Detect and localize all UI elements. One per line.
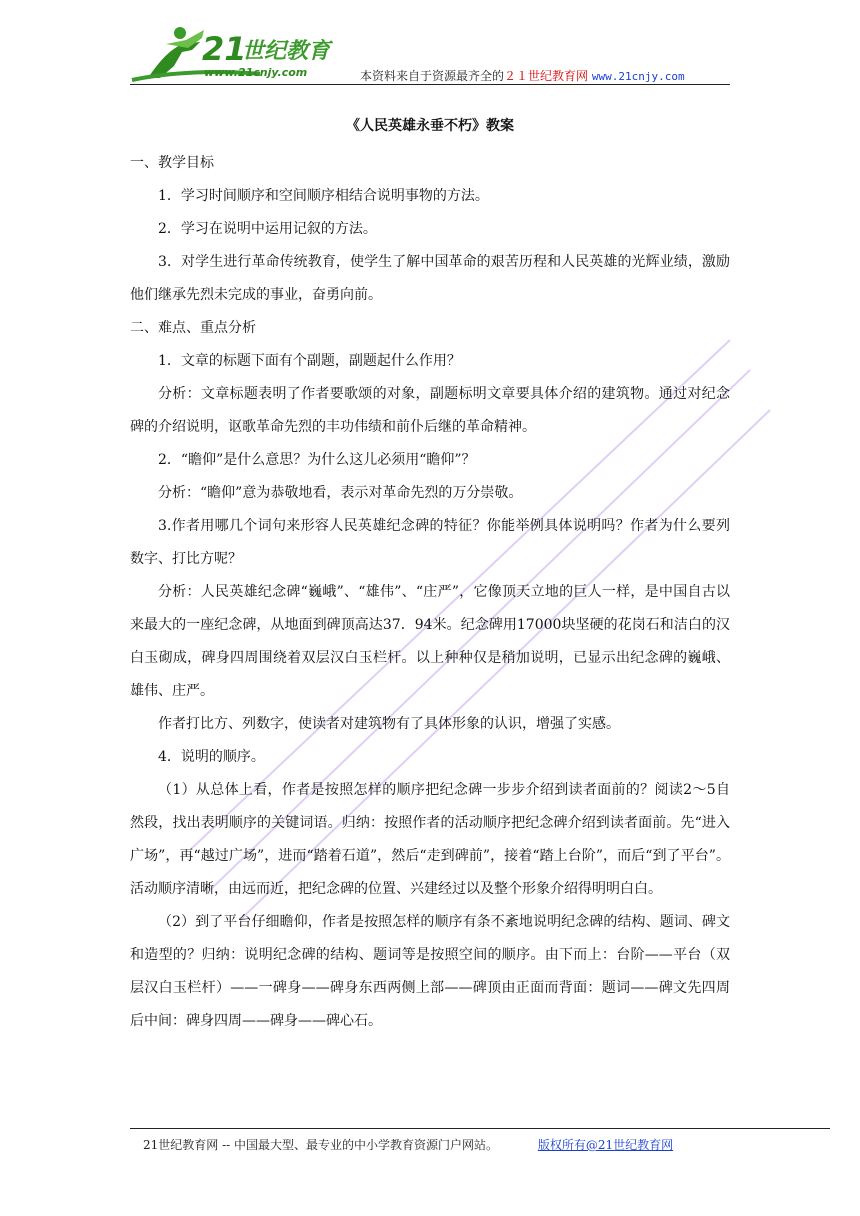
page-footer: [143, 1136, 673, 1153]
paragraph: 2．“瞻仰”是什么意思？为什么这儿必须用“瞻仰”？: [158, 452, 476, 468]
copyright-link[interactable]: 版权所有@21世纪教育网: [537, 1138, 674, 1152]
header-notice-prefix: 本资料来自于资源最齐全的: [360, 69, 505, 83]
header-notice-url[interactable]: www.21cnjy.com: [591, 70, 685, 83]
paragraph: 分析：文章标题表明了作者要歌颂的对象，副题标明文章要具体介绍的建筑物。通过对纪念碑的介绍说明，讴歌革命先烈的丰功伟绩和前仆后继的革命精神。: [130, 386, 730, 435]
section-heading: 二、难点、重点分析: [130, 320, 256, 336]
paragraph: 3.作者用哪几个词句来形容人民英雄纪念碑的特征？你能举例具体说明吗？作者为什么要列数字、打比方呢？: [130, 518, 730, 567]
running-figure-logo-icon: [130, 20, 350, 84]
header-notice-site[interactable]: ２１世纪教育网: [504, 69, 589, 83]
section-heading: 一、教学目标: [130, 155, 214, 171]
paragraph: 1．文章的标题下面有个副题，副题起什么作用？: [158, 353, 461, 369]
footer-divider: [130, 1128, 830, 1129]
site-logo: [130, 20, 350, 84]
document-title: 《人民英雄永垂不朽》教案: [346, 118, 514, 134]
document-body: [130, 110, 730, 1038]
paragraph: 4．说明的顺序。: [158, 749, 265, 765]
logo-chinese: 世纪教育: [242, 39, 331, 64]
page-header: [130, 20, 730, 86]
footer-text: 21世纪教育网 -- 中国最大型、最专业的中小学教育资源门户网站。: [143, 1138, 499, 1152]
paragraph: 2．学习在说明中运用记叙的方法。: [158, 221, 377, 237]
paragraph: 1．学习时间顺序和空间顺序相结合说明事物的方法。: [158, 188, 489, 204]
header-divider: [130, 84, 730, 85]
paragraph: 分析：“瞻仰”意为恭敬地看，表示对革命先烈的万分崇敬。: [158, 485, 523, 501]
paragraph: 作者打比方、列数字，使读者对建筑物有了具体形象的认识，增强了实感。: [158, 716, 620, 732]
paragraph: （1）从总体上看，作者是按照怎样的顺序把纪念碑一步步介绍到读者面前的？阅读2～5自然段，找出表明顺序的关键词语。归纳：按照作者的活动顺序把纪念碑介绍到读者面前。先“进入广场”，再“越过广场”，进而“踏着石道”，然后“走到碑前”，接着“踏上台阶”，而后“到了平台”。活动顺序清晰，由远而近，把纪念碑的位置、兴建经过以及整个形象介绍得明明白白。: [130, 782, 730, 897]
paragraph-list: [130, 147, 730, 1038]
logo-number: 21: [202, 30, 247, 68]
paragraph: 3．对学生进行革命传统教育，使学生了解中国革命的艰苦历程和人民英雄的光辉业绩，激励他们继承先烈未完成的事业，奋勇向前。: [130, 254, 730, 303]
paragraph: （2）到了平台仔细瞻仰，作者是按照怎样的顺序有条不紊地说明纪念碑的结构、题词、碑文和造型的？归纳：说明纪念碑的结构、题词等是按照空间的顺序。由下而上：台阶——平台（双层汉白玉栏杆）——一碑身——碑身东西两侧上部——碑顶由正面而背面：题词——碑文先四周后中间：碑身四周——碑身——碑心石。: [130, 914, 730, 1029]
paragraph: 分析：人民英雄纪念碑“巍峨”、“雄伟”、“庄严”，它像顶天立地的巨人一样，是中国自古以来最大的一座纪念碑，从地面到碑顶高达37．94米。纪念碑用17000块坚硬的花岗石和洁白的汉白玉砌成，碑身四周围绕着双层汉白玉栏杆。以上种种仅是稍加说明，已显示出纪念碑的巍峨、雄伟、庄严。: [130, 584, 730, 699]
header-notice: [360, 67, 685, 84]
logo-url: www.21cnjy.com: [204, 66, 308, 79]
